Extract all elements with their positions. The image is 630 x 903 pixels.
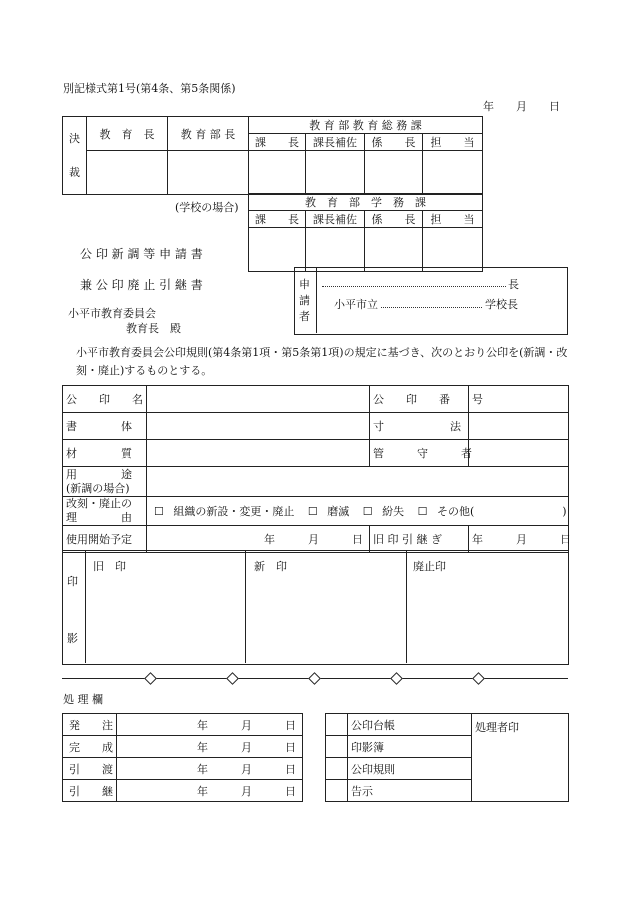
- hikitsugi-date[interactable]: 年 月 日: [469, 526, 569, 553]
- kanshu-label: 管 守 者: [370, 440, 469, 467]
- shotai-value[interactable]: [147, 413, 370, 440]
- reason-funshitsu: 紛失: [382, 505, 405, 518]
- main-table: [62, 385, 569, 553]
- checkbox-sonota[interactable]: ☐: [417, 505, 428, 518]
- checkbox-funshitsu[interactable]: ☐: [362, 505, 373, 518]
- koin-number-value[interactable]: [469, 386, 569, 413]
- divider-diamond: [308, 672, 321, 685]
- sunpo-label: 寸 法: [370, 413, 469, 440]
- school-approval-table: [248, 193, 483, 272]
- ledger-table: [325, 713, 569, 802]
- ledger-daicho: 公印台帳: [348, 714, 472, 736]
- stamp-cell[interactable]: [423, 151, 483, 195]
- handler-seal[interactable]: 処理者印: [472, 714, 569, 802]
- role-kacho: 課 長: [249, 211, 306, 228]
- zaishitsu-value[interactable]: [147, 440, 370, 467]
- school-suffix: 学校長: [485, 298, 518, 311]
- applicant-divider: [316, 267, 317, 333]
- kessai-label: 決 裁: [63, 117, 87, 195]
- document-title-1: 公 印 新 調 等 申 請 書: [80, 247, 203, 261]
- divider-diamond: [472, 672, 485, 685]
- kyuin-label: 旧 印: [93, 560, 126, 573]
- intro-text: 小平市教育委員会公印規則(第4条第1項・第5条第1項)の規定に基づき、次のとおり公印を(新調・改刻・廃止)するものとする。: [76, 346, 568, 377]
- reason-mametsu: 磨滅: [327, 505, 350, 518]
- school-prefix: 小平市立: [334, 298, 378, 311]
- role-hosa: 課長補佐: [306, 134, 365, 151]
- hikitsugi-label: 旧 印 引 継 ぎ: [370, 526, 469, 553]
- ledger-check[interactable]: [326, 758, 348, 780]
- process-hikitsugi: 引 継: [63, 780, 117, 802]
- stamp-cell[interactable]: [249, 228, 306, 272]
- divider-diamond: [226, 672, 239, 685]
- process-date[interactable]: 年 月 日: [117, 714, 303, 736]
- ledger-kokuji: 告示: [348, 780, 472, 802]
- kanshu-value[interactable]: [469, 440, 569, 467]
- ledger-ineibo: 印影簿: [348, 736, 472, 758]
- checkbox-soshiki[interactable]: ☐: [154, 505, 164, 518]
- addressee-line2: 教育長 殿: [126, 322, 181, 335]
- shinin-stamp-area[interactable]: [246, 574, 405, 662]
- shinin-label: 新 印: [254, 560, 287, 573]
- stamp-cell[interactable]: [423, 228, 483, 272]
- role-hosa: 課長補佐: [306, 211, 365, 228]
- school-case-label: (学校の場合): [175, 201, 239, 214]
- inei-label-1: 印: [67, 575, 78, 588]
- kyouikubucho-header: 教 育 部 長: [168, 117, 249, 151]
- school-name-field[interactable]: [381, 301, 482, 308]
- reason-sonota: その他( ): [437, 505, 567, 518]
- stamp-cell[interactable]: [87, 151, 168, 195]
- process-date[interactable]: 年 月 日: [117, 758, 303, 780]
- ledger-check[interactable]: [326, 714, 348, 736]
- approval-table: [62, 116, 483, 195]
- youto-label: 用 途 (新調の場合): [63, 467, 147, 497]
- cho-suffix: 長: [508, 278, 519, 291]
- stamp-cell[interactable]: [306, 228, 365, 272]
- ledger-check[interactable]: [326, 780, 348, 802]
- haishiin-stamp-area[interactable]: [407, 574, 566, 662]
- form-number: 別記様式第1号(第4条、第5条関係): [63, 82, 236, 95]
- process-table: [62, 713, 303, 802]
- role-kacho: 課 長: [249, 134, 306, 151]
- role-kakaricho: 係 長: [365, 134, 423, 151]
- divider-diamond: [390, 672, 403, 685]
- kyuin-stamp-area[interactable]: [86, 574, 244, 662]
- process-kansei: 完 成: [63, 736, 117, 758]
- stamp-cell[interactable]: [168, 151, 249, 195]
- stamp-cell[interactable]: [365, 151, 423, 195]
- checkbox-mametsu[interactable]: ☐: [307, 505, 318, 518]
- koin-number-label: 公 印 番 号: [370, 386, 469, 413]
- role-kakaricho: 係 長: [365, 211, 423, 228]
- stamp-cell[interactable]: [306, 151, 365, 195]
- koin-name-value[interactable]: [147, 386, 370, 413]
- role-tanto: 担 当: [423, 134, 483, 151]
- kyouikucho-header: 教 育 長: [87, 117, 168, 151]
- inei-label-2: 影: [67, 632, 78, 645]
- dept-header-1: 教 育 部 教 育 総 務 課: [249, 117, 483, 134]
- process-hikiwatashi: 引 渡: [63, 758, 117, 780]
- koin-name-label: 公 印 名: [63, 386, 147, 413]
- process-date[interactable]: 年 月 日: [117, 780, 303, 802]
- process-hatchu: 発 注: [63, 714, 117, 736]
- header-date: 年 月 日: [483, 100, 560, 113]
- shotai-label: 書 体: [63, 413, 147, 440]
- dept-header-2: 教 育 部 学 務 課: [249, 194, 483, 211]
- zaishitsu-label: 材 質: [63, 440, 147, 467]
- ledger-check[interactable]: [326, 736, 348, 758]
- document-title-2: 兼 公 印 廃 止 引 継 書: [80, 278, 203, 292]
- reason-label: 改刻・廃止の 理 由: [63, 497, 147, 526]
- reason-soshiki: 組織の新設・変更・廃止: [173, 505, 295, 518]
- stamp-cell[interactable]: [365, 228, 423, 272]
- applicant-label: 申 請 者: [299, 278, 310, 323]
- process-date[interactable]: 年 月 日: [117, 736, 303, 758]
- start-date[interactable]: 年 月 日: [147, 526, 370, 553]
- stamp-cell[interactable]: [249, 151, 306, 195]
- addressee-line1: 小平市教育委員会: [68, 307, 156, 320]
- reason-options: [147, 497, 569, 526]
- role-tanto: 担 当: [423, 211, 483, 228]
- ledger-kisoku: 公印規則: [348, 758, 472, 780]
- process-title: 処 理 欄: [63, 693, 103, 706]
- sunpo-value[interactable]: [469, 413, 569, 440]
- start-label: 使用開始予定: [63, 526, 147, 553]
- divider-diamond: [144, 672, 157, 685]
- dept-head-name-field[interactable]: [322, 280, 506, 287]
- youto-value[interactable]: [147, 467, 569, 497]
- haishiin-label: 廃止印: [413, 560, 446, 573]
